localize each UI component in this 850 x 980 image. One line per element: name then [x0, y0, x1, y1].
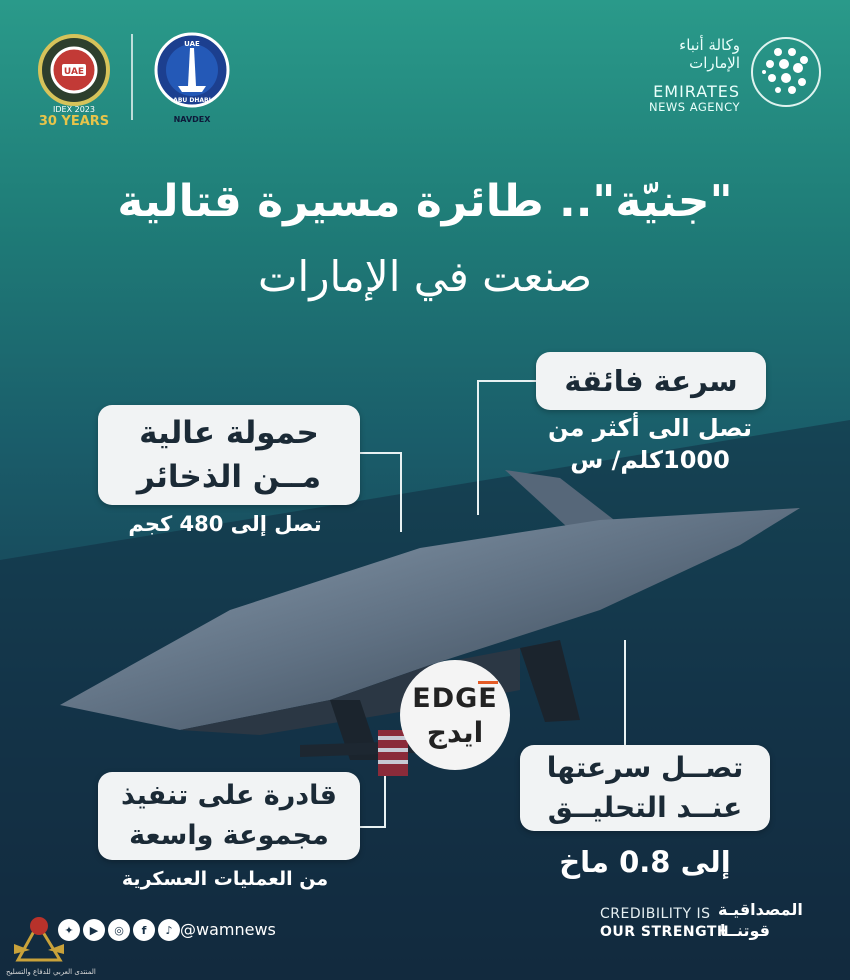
ops-sub: من العمليات العسكرية [121, 868, 329, 890]
credibility-en-line1: CREDIBILITY IS [600, 906, 711, 922]
twitter-icon[interactable]: ✦ [58, 919, 80, 941]
youtube-icon[interactable]: ▶ [83, 919, 105, 941]
stall-connector-v [624, 640, 626, 746]
navdex-caption: NAVDEX [173, 115, 211, 124]
speed-connector-h [477, 380, 537, 382]
forum-caption: المنتدى العربي للدفاع والتسليح [6, 968, 96, 976]
payload-heading1: حمولة عالية [139, 415, 319, 451]
edge-logo [400, 660, 510, 770]
operations-card [98, 772, 360, 860]
navdex-bottom: ABU DHABI [173, 97, 211, 104]
speed-card: سرعة فائقة [536, 352, 766, 410]
instagram-icon[interactable]: ◎ [108, 919, 130, 941]
idex-event: IDEX 2023 [53, 105, 95, 114]
credibility-en-line2: OUR STRENGTH [600, 924, 730, 940]
stall-heading2: عنــد التحليــق [547, 791, 743, 824]
speed-sub-line2: 1000كلم/ س [570, 446, 730, 474]
wam-ar-line1: وكالة أنباء [679, 36, 740, 54]
ops-connector-h [360, 826, 386, 828]
logo-divider [131, 34, 133, 120]
edge-logo-ar: ايدج [426, 716, 484, 749]
credibility-ar-line2: قوتنــا [720, 921, 770, 940]
wam-en-line1: EMIRATES [653, 82, 740, 101]
flight-speed-sub: إلى 0.8 ماخ [559, 845, 731, 879]
idex-logo [28, 28, 120, 128]
wam-globe-logo [748, 34, 824, 110]
credibility-ar-line1: المصداقيـة [718, 900, 803, 919]
idex-years: 30 YEARS [38, 114, 110, 128]
ops-connector-v [384, 776, 386, 828]
headline-line1: "جنيّة".. طائرة مسيرة قتالية [117, 176, 733, 227]
payload-heading2: مــن الذخائر [136, 459, 322, 495]
ops-heading1: قادرة على تنفيذ [121, 780, 337, 811]
speed-sub-line1: تصل الى أكثر من [547, 414, 753, 442]
headline-line2: صنعت في الإمارات [257, 252, 593, 301]
edge-logo-en: EDGE [412, 683, 498, 714]
wam-en-line2: NEWS AGENCY [649, 100, 740, 114]
facebook-icon[interactable]: f [133, 919, 155, 941]
payload-connector-v [400, 452, 402, 532]
social-handle[interactable]: @wamnews [180, 920, 276, 939]
payload-sub: تصل إلى 480 كجم [128, 512, 322, 536]
ops-heading2: مجموعة واسعة [129, 820, 329, 851]
payload-connector-h [360, 452, 402, 454]
tiktok-icon[interactable]: ♪ [158, 919, 180, 941]
social-icons [58, 918, 180, 942]
stall-heading1: تصــل سرعتها [546, 751, 744, 784]
payload-card [98, 405, 360, 505]
idex-badge: UAE [63, 67, 85, 77]
navdex-logo [150, 30, 234, 128]
navdex-top: UAE [184, 40, 200, 48]
wam-arabic-name [679, 36, 740, 72]
flight-speed-card [520, 745, 770, 831]
speed-connector-v [477, 380, 479, 515]
wam-ar-line2: الإمارات [689, 54, 740, 72]
